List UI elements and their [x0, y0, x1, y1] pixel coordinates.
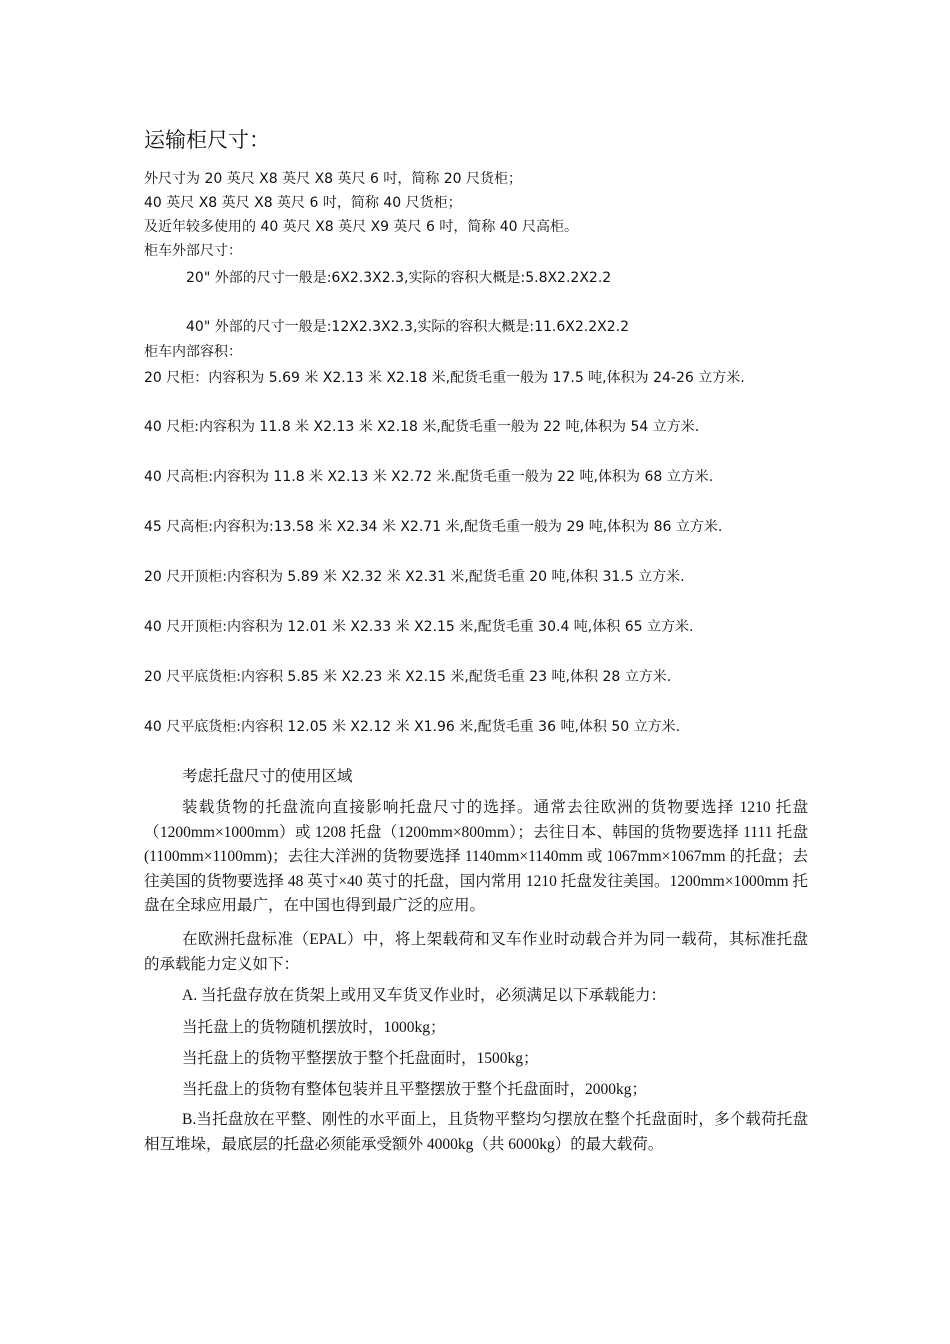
epal-a-item: 当托盘上的货物有整体包装并且平整摆放于整个托盘面时，2000kg； — [182, 1081, 648, 1098]
intro-line-2: 40 英尺 X8 英尺 X8 英尺 6 吋，简称 40 尺货柜； — [144, 195, 462, 211]
intro-line-3: 及近年较多使用的 40 英尺 X8 英尺 X9 英尺 6 吋，简称 40 尺高柜。 — [144, 219, 579, 235]
epal-section-a: A. 当托盘存放在货架上或用叉车货叉作业时，必须满足以下承载能力： — [182, 987, 666, 1004]
external-40ft: 40" 外部的尺寸一般是:12X2.3X2.3,实际的容积大概是:11.6X2.2X2.2 — [186, 319, 629, 335]
internal-line: 40 尺平底货柜:内容积 12.05 米 X2.12 米 X1.96 米,配货毛重 36 吨,体积 50 立方米. — [144, 719, 681, 735]
internal-line: 40 尺高柜:内容积为 11.8 米 X2.13 米 X2.72 米.配货毛重一般为 22 吨,体积为 68 立方米. — [144, 469, 714, 485]
internal-line: 40 尺开顶柜:内容积为 12.01 米 X2.33 米 X2.15 米,配货毛重 30.4 吨,体积 65 立方米. — [144, 619, 694, 635]
internal-line: 20 尺开顶柜:内容积为 5.89 米 X2.32 米 X2.31 米,配货毛重 20 吨,体积 31.5 立方米. — [144, 569, 685, 585]
internal-heading: 柜车内部容积： — [144, 344, 242, 360]
pallet-heading: 考虑托盘尺寸的使用区域 — [182, 768, 353, 785]
epal-a-item: 当托盘上的货物平整摆放于整个托盘面时，1500kg； — [182, 1050, 539, 1067]
internal-line: 45 尺高柜:内容积为:13.58 米 X2.34 米 X2.71 米,配货毛重一般为 29 吨,体积为 86 立方米. — [144, 519, 723, 535]
epal-section-b: B.当托盘放在平整、刚性的水平面上，且货物平整均匀摆放在整个托盘面时，多个载荷托盘相互堆垛，最底层的托盘必须能承受额外 4000kg（共 6000kg）的最大载荷。 — [144, 1111, 808, 1153]
external-heading: 柜车外部尺寸： — [144, 243, 242, 259]
internal-line: 20 尺平底货柜:内容积 5.85 米 X2.23 米 X2.15 米,配货毛重 23 吨,体积 28 立方米. — [144, 669, 672, 685]
epal-a-item: 当托盘上的货物随机摆放时，1000kg； — [182, 1019, 446, 1036]
internal-line: 20 尺柜：内容积为 5.69 米 X2.13 米 X2.18 米,配货毛重一般为 17.5 吨,体积为 24-26 立方米. — [144, 370, 745, 386]
external-20ft: 20" 外部的尺寸一般是:6X2.3X2.3,实际的容积大概是:5.8X2.2X2.2 — [186, 270, 612, 286]
internal-line: 40 尺柜:内容积为 11.8 米 X2.13 米 X2.18 米,配货毛重一般为 22 吨,体积为 54 立方米. — [144, 419, 700, 435]
pallet-paragraph: 装载货物的托盘流向直接影响托盘尺寸的选择。通常去往欧洲的货物要选择 1210 托盘（1200mm×1000mm）或 1208 托盘（1200mm×800mm）；去往日本、韩国的货物要选择 1111 托盘(1100mm×1100mm)；去往大洋洲的货物要选择 1140mm×1140mm 或 1067mm×1067mm 的托盘；去往美国的货物要选择 48 英寸×40 英寸的托盘，国内常用 1210 托盘发往美国。1200mm×1000mm 托盘在全球应用最广，在中国也得到最广泛的应用。 — [144, 799, 808, 914]
page-title: 运输柜尺寸： — [144, 128, 270, 152]
epal-paragraph: 在欧洲托盘标准（EPAL）中，将上架载荷和叉车作业时动载合并为同一载荷，其标准托盘的承载能力定义如下： — [144, 931, 808, 973]
intro-line-1: 外尺寸为 20 英尺 X8 英尺 X8 英尺 6 吋，简称 20 尺货柜； — [144, 171, 523, 187]
